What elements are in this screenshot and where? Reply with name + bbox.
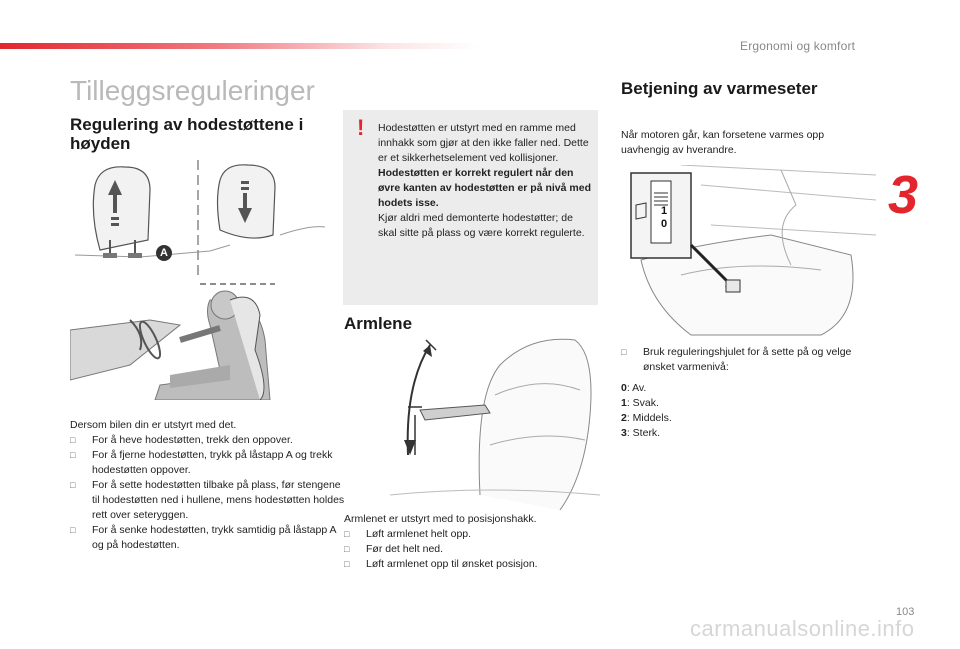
heat-levels	[621, 381, 821, 441]
heated-seats-heading: Betjening av varmeseter	[621, 79, 818, 98]
chapter-number: 3	[888, 165, 919, 225]
heated-seats-intro: Når motoren går, kan forsetene varmes opp uavhengig av hverandre.	[621, 129, 825, 156]
armrest-intro: Armlenet er utstyrt med to posisjonshakk.	[344, 513, 537, 525]
dial-label-0: 0	[661, 218, 668, 230]
heat-level: 2: Middels.	[621, 412, 672, 424]
list-item: □ Bruk reguleringshjulet for å sette på og velge ønsket varmenivå:	[621, 345, 871, 375]
heat-level: 0: Av.	[621, 382, 647, 394]
list-item: □ For å fjerne hodestøtten, trykk på låstapp A og trekk hodestøtten oppover.	[70, 448, 345, 478]
page-number: 103	[896, 606, 915, 618]
list-item: □ Før det helt ned.	[344, 542, 604, 557]
heat-level: 1: Svak.	[621, 397, 659, 409]
list-item: □ Løft armlenet opp til ønsket posisjon.	[344, 557, 604, 572]
list-item: □ Løft armlenet helt opp.	[344, 527, 604, 542]
warning-text	[378, 121, 591, 241]
warning-text-bold: Hodestøtten er korrekt regulert når den øvre kanten av hodestøtten er på nivå med hodets isse.	[378, 167, 591, 209]
armrest-illustration	[390, 335, 600, 510]
warning-text-1: Hodestøtten er utstyrt med en ramme med innhakk som gjør at den ikke faller ned. Dette er et sikkerhetselement ved kollisjoner.	[378, 122, 589, 164]
headrest-intro: Dersom bilen din er utstyrt med det.	[70, 419, 237, 431]
warning-text-2: Kjør aldri med demonterte hodestøtter; de skal sitte på plass og være korrekt regulerte.	[378, 212, 585, 239]
headrest-heading: Regulering av hodestøttene i høyden	[70, 115, 304, 153]
list-item: □ For å heve hodestøtten, trekk den oppover.	[70, 433, 345, 448]
lock-tab-label: A	[156, 245, 172, 261]
header-accent-bar	[0, 43, 480, 49]
list-item: □ For å sette hodestøtten tilbake på plass, før stengene til hodestøtten ned i hullene, mens hodestøtten holdes rett over seteryggen.	[70, 478, 345, 523]
heat-level: 3: Sterk.	[621, 427, 661, 439]
warning-icon: !	[357, 115, 365, 140]
dial-label-1: 1	[661, 205, 668, 217]
chapter-title: Ergonomi og komfort	[740, 39, 856, 53]
heated-seats-steps	[621, 345, 871, 375]
watermark: carmanualsonline.info	[690, 616, 915, 641]
armrest-heading: Armlene	[344, 314, 413, 333]
headrest-steps	[70, 433, 345, 553]
armrest-steps	[344, 527, 604, 572]
list-item: □ For å senke hodestøtten, trykk samtidig på låstapp A og på hodestøtten.	[70, 523, 345, 553]
page-title: Tilleggsreguleringer	[70, 75, 315, 106]
heated-seat-illustration	[621, 165, 876, 340]
headrest-illustration	[70, 155, 325, 275]
driver-seat-illustration	[70, 280, 275, 400]
